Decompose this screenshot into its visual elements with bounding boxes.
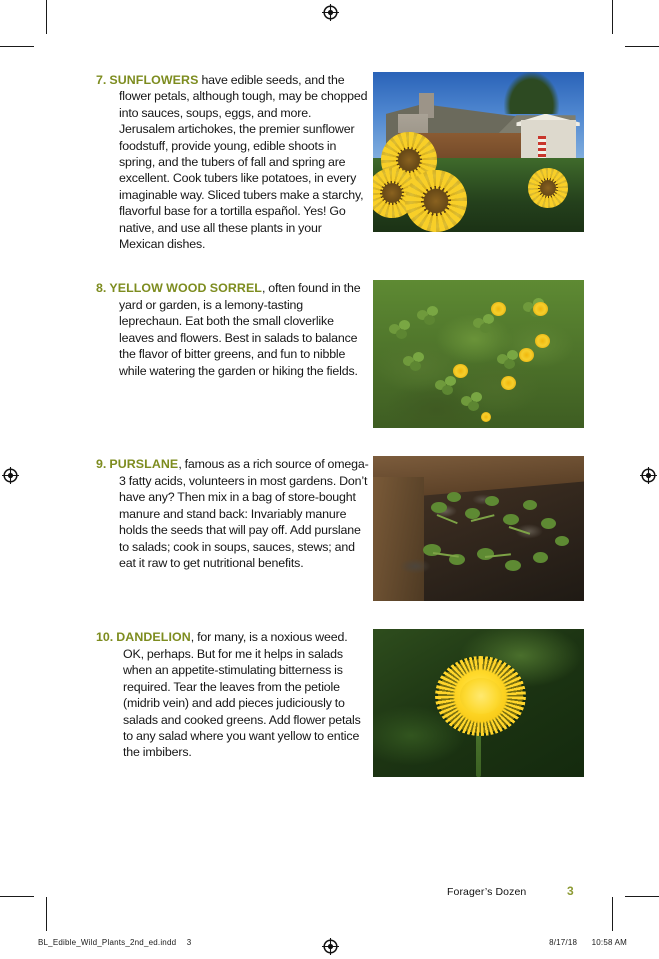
slug-filename-text: BL_Edible_Wild_Plants_2nd_ed.indd (38, 938, 177, 947)
entry-text-yellow-wood-sorrel (96, 280, 373, 378)
slug-time: 10:58 AM (591, 938, 627, 947)
dandelion-photo (373, 629, 584, 777)
running-title: Forager’s Dozen (447, 886, 527, 898)
entry-body: have edible seeds, and the flower petals, although tough, may be chopped into sauces, soups, eggs, and more. Jerusalem artichokes, the premier sunflower foodstuff, provide young, edible shoots in spring, and the tubers of fall and spring are excellent. Cook tubers like potatoes, in every imaginable way. Sliced tubers make a starchy, flavorful base for a tortilla español. Yes! Go native, and use all these plants in your Mexican dishes. (119, 73, 368, 252)
list-item (96, 456, 584, 601)
print-slug-timestamp (537, 938, 627, 947)
trim-mark-top-right-horizontal (625, 46, 659, 47)
registration-mark-bottom (322, 938, 339, 955)
entry-paragraph (96, 280, 369, 378)
entry-keyword: DANDELION (116, 630, 191, 645)
trim-mark-top-right-vertical (612, 0, 613, 34)
page-content (96, 72, 584, 803)
entry-body: , famous as a rich source of omega-3 fatty acids, volunteers in most gardens. Don’t have any? Then mix in a bag of store-bought manure and stand back: Invariably manure holds the seeds that will pay off. Add purslane to salads; cook in soups, sauces, stews; and eat it raw to get nutritional benefits. (119, 457, 369, 570)
trim-mark-bottom-left-vertical (46, 897, 47, 931)
registration-mark-left (2, 467, 19, 484)
registration-mark-right (640, 467, 657, 484)
entry-text-purslane (96, 456, 373, 571)
entry-paragraph (96, 72, 369, 252)
list-item (96, 72, 584, 252)
entry-paragraph (96, 629, 369, 760)
trim-mark-top-left-vertical (46, 0, 47, 34)
entry-number: 10. (96, 630, 114, 645)
entry-number: 9. (96, 457, 107, 472)
entry-body: , often found in the yard or garden, is a lemony-tasting leprechaun. Eat both the small cloverlike leaves and flowers. Best in salads to balance the flavor of bitter greens, and fun to nibble while watering the garden or hiking the fields. (119, 281, 361, 378)
entry-number: 8. (96, 281, 107, 296)
trim-mark-bottom-right-vertical (612, 897, 613, 931)
trim-mark-top-left-horizontal (0, 46, 34, 47)
slug-date: 8/17/18 (549, 938, 578, 947)
entry-keyword: SUNFLOWERS (109, 73, 199, 87)
entry-text-sunflowers (96, 72, 373, 252)
sunflowers-cabin-photo (373, 72, 584, 232)
page-number: 3 (567, 884, 574, 898)
entry-number: 7. (96, 73, 107, 87)
yellow-wood-sorrel-photo (373, 280, 584, 428)
slug-file-page: 3 (186, 938, 192, 947)
trim-mark-bottom-left-horizontal (0, 896, 34, 897)
print-slug-filename (38, 938, 191, 947)
entry-keyword: YELLOW WOOD SORREL (109, 281, 262, 296)
entry-paragraph (96, 456, 369, 571)
entry-keyword: PURSLANE (109, 457, 179, 472)
trim-mark-bottom-right-horizontal (625, 896, 659, 897)
list-item (96, 280, 584, 428)
registration-mark-top (322, 4, 339, 21)
entry-body: , for many, is a noxious weed. OK, perhaps. But for me it helps in salads when an appetite-stimulating bitterness is required. Tear the leaves from the petiole (midrib vein) and add pieces judiciously to salads and cooked greens. Add flower petals to any salad where you want yellow to entice the imbibers. (123, 630, 361, 760)
purslane-photo (373, 456, 584, 601)
list-item (96, 629, 584, 777)
entry-text-dandelion (96, 629, 373, 760)
